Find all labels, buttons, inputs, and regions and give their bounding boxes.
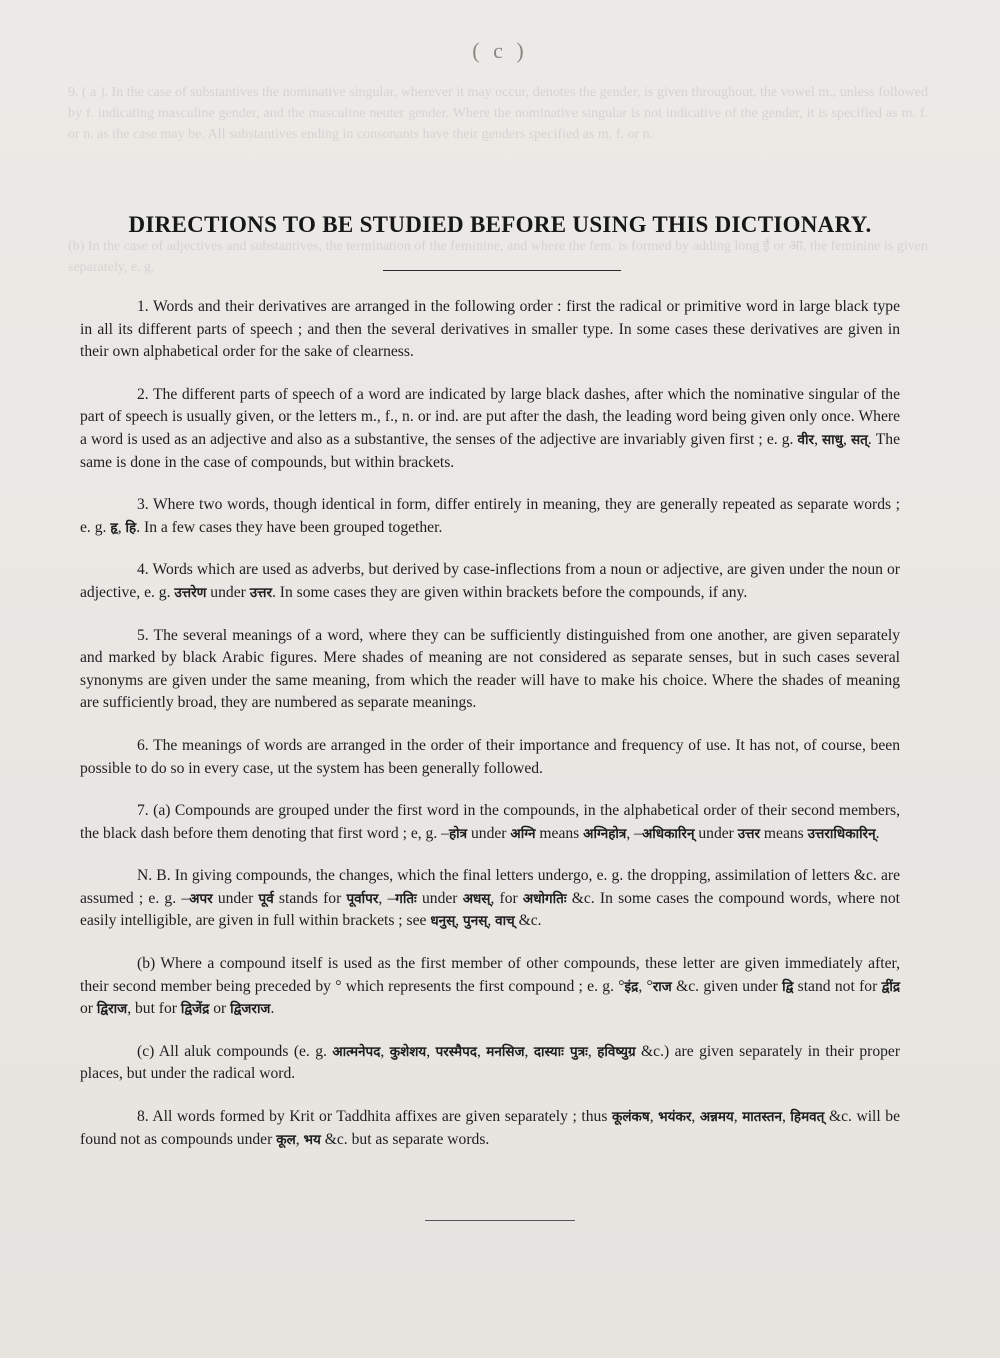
devanagari-term: कूल: [276, 1131, 296, 1148]
devanagari-term: दास्याः पुत्रः: [533, 1043, 588, 1060]
page-title: DIRECTIONS TO BE STUDIED BEFORE USING THIS DICTIONARY.: [128, 212, 872, 237]
page-number: ( c ): [472, 38, 528, 63]
devanagari-term: अपर: [189, 890, 213, 907]
devanagari-term: अग्निहोत्र: [583, 825, 627, 842]
devanagari-term: भयंकर: [658, 1109, 692, 1126]
devanagari-term: वाच्: [495, 913, 515, 930]
title-divider: [383, 270, 621, 271]
direction-8: 8. All words formed by Krit or Taddhita affixes are given separately ; thus कूलंकष, भयंकर, अन्नमय, मातस्तन, हिमवत् &c. will be found not as compounds under कूल, भय &c. but as separate words.: [80, 1108, 901, 1148]
direction-6: 6. The meanings of words are arranged in the order of their importance and frequency of use. It has not, of course, been possible to do so in every case, ut the system has been generally followed.: [80, 736, 900, 777]
devanagari-term: कुशेशय: [389, 1043, 427, 1060]
devanagari-term: उत्तराधिकारिन्: [807, 825, 876, 842]
direction-1: 1. Words and their derivatives are arranged in the following order : first the radical or primitive word in large black type in all its different parts of speech ; and then the several derivatives in smaller type. In some cases these derivatives are given in their own alphabetical order for the sake of clearness.: [80, 298, 900, 361]
devanagari-term: उत्तरेण: [174, 584, 207, 601]
devanagari-term: पूर्वापर: [346, 890, 379, 907]
devanagari-term: हि: [125, 519, 137, 536]
devanagari-term: मातस्तन: [742, 1109, 782, 1126]
devanagari-term: भय: [303, 1131, 321, 1148]
devanagari-term: हविष्युग्र: [597, 1043, 636, 1060]
devanagari-term: गतिः: [395, 890, 417, 907]
directions-body: [80, 296, 900, 1151]
devanagari-term: राज: [652, 978, 672, 995]
devanagari-term: अधोगतिः: [522, 890, 567, 907]
devanagari-term: पूर्व: [258, 890, 274, 907]
bleed-through-text: 9. ( a ). In the case of substantives the nominative singular, wherever it may occur, denotes the gender, is given throughout, the vowel m., unless followed by f. indicating masculine gender, and the masculine neuter gender. Where the nominative singular is not indicative of the gender, it is specified as m. f. or n. as the case may be. All substantives ending in consonants have their genders specified as m. f. or n.: [68, 85, 928, 142]
devanagari-term: अन्नमय: [699, 1109, 734, 1126]
devanagari-term: द्विराज: [96, 1001, 128, 1018]
devanagari-term: अग्नि: [510, 825, 536, 842]
devanagari-term: मनसिज: [486, 1043, 525, 1060]
devanagari-term: साधु: [822, 431, 843, 448]
bleed-through-text: (b) In the case of adjectives and substantives, the termination of the feminine, and where the fem. is formed by adding long ई or आ, the feminine is given separately, e. g.: [68, 239, 928, 275]
devanagari-term: द्विजेंद्र: [180, 1001, 210, 1018]
devanagari-term: आत्मनेपद: [332, 1043, 381, 1060]
direction-2: 2. The different parts of speech of a word are indicated by large black dashes, after which the nominative singular of the part of speech is usually given, or the letters m., f., n. or ind. are put after the dash, the leading word being given only once. Where a word is used as an adjective and also as a substantive, the senses of the adjective are invariably given first ; e. g. वीर, साधु, सत्. The same is done in the case of compounds, but within brackets.: [80, 385, 901, 471]
devanagari-term: पुनस्: [463, 913, 488, 930]
devanagari-term: हिमवत्: [790, 1109, 825, 1126]
direction-4: 4. Words which are used as adverbs, but derived by case-inflections from a noun or adjective, are given under the noun or adjective, e. g. उत्तरेण under उत्तर. In some cases they are given within brackets before the compounds, if any.: [80, 561, 900, 601]
direction-7c: (c) All aluk compounds (e. g. आत्मनेपद, कुशेशय, परस्मैपद, मनसिज, दास्याः पुत्रः, हविष्युग्र &c.) are given separately in their proper places, but under the radical word.: [80, 1042, 901, 1083]
devanagari-term: परस्मैपद: [435, 1043, 477, 1060]
direction-5: 5. The several meanings of a word, where they can be sufficiently distinguished from one another, are given separately and marked by black Arabic figures. Mere shades of meaning are not considered as separate senses, but in such cases several synonyms are given under the same meaning, from which the reader will have to make his choice. Where the shades of meaning are sufficiently broad, they are numbered as separate meanings.: [80, 626, 900, 712]
devanagari-term: सत्: [850, 431, 868, 448]
devanagari-term: उत्तर: [737, 825, 761, 842]
devanagari-term: अधस्: [462, 890, 491, 907]
direction-3: 3. Where two words, though identical in form, differ entirely in meaning, they are generally repeated as separate words ; e. g. हृ, हि. In a few cases they have been grouped together.: [80, 496, 900, 536]
devanagari-term: होत्र: [448, 825, 468, 842]
devanagari-term: अधिकारिन्: [641, 825, 695, 842]
section-divider: [425, 1220, 575, 1221]
devanagari-term: धनुस्: [430, 913, 456, 930]
devanagari-term: कूलंकष: [611, 1109, 650, 1126]
devanagari-term: वीर: [797, 431, 815, 448]
direction-7a: 7. (a) Compounds are grouped under the first word in the compounds, in the alphabetical order of their second members, the black dash before them denoting that first word ; e, g. –होत्र under अग्नि means अग्निहोत्र, –अधिकारिन् under उत्तर means उत्तराधिकारिन्.: [80, 802, 900, 842]
devanagari-term: द्वींद्र: [881, 978, 900, 995]
devanagari-term: द्वि: [782, 978, 794, 995]
devanagari-term: उत्तर: [249, 584, 272, 601]
direction-7-note: N. B. In giving compounds, the changes, which the final letters undergo, e. g. the dropping, assimilation of letters &c. are assumed ; e. g. –अपर under पूर्व stands for पूर्वापर, –गतिः under अधस्, for अधोगतिः &c. In some cases the compound words, where not easily intelligible, are given in full within brackets ; see धनुस्, पुनस्, वाच् &c.: [80, 867, 900, 930]
direction-7b: (b) Where a compound itself is used as the first member of other compounds, these letter are given immediately after, their second member being preceded by ° which represents the first compound ; e. g. °इंद्र, °राज &c. given under द्वि stand not for द्वींद्र or द्विराज, but for द्विजेंद्र or द्विजराज.: [80, 955, 900, 1018]
devanagari-term: द्विजराज: [230, 1001, 271, 1018]
devanagari-term: इंद्र: [624, 978, 639, 995]
devanagari-term: हृ: [110, 519, 118, 536]
